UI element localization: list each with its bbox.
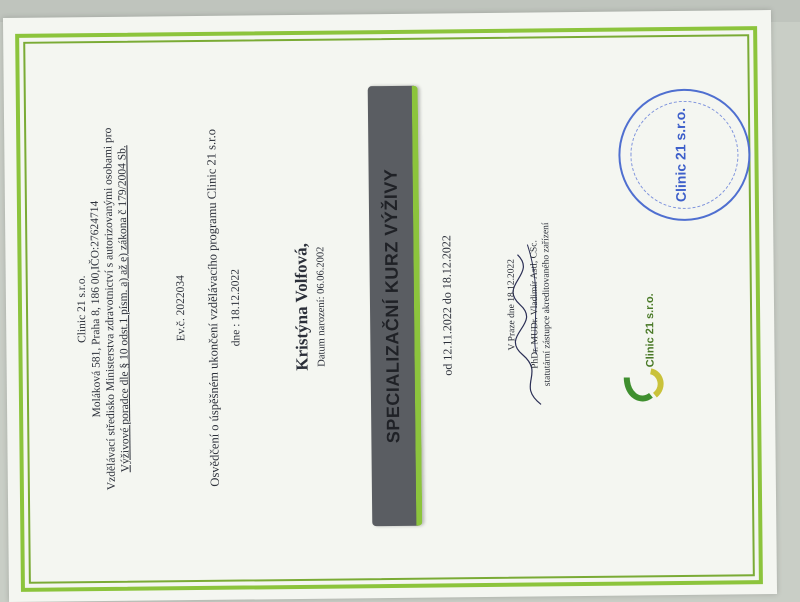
official-stamp: [618, 88, 751, 221]
header-line2: Výživové poradce dle § 10 odst.1 písm. a) až e) zákona č 179/2004 Sb.: [116, 145, 132, 473]
statement: Osvědčení o úspěšném ukončení vzdělávacího programu Clinic 21 s.r.o: [204, 129, 222, 487]
clinic-logo-mark: [621, 367, 669, 408]
person-name: Kristýna Volfová,: [291, 243, 312, 371]
header-line1: Vzdělávací středisko Ministerstva zdravotnictví s autorizovanými osobami pro: [102, 127, 118, 491]
signature-place: V Praze dne 18.12.2022: [506, 258, 518, 351]
statement-date: dne : 18.12.2022: [229, 268, 243, 347]
logo-text: Clinic 21 s.r.o.: [643, 293, 657, 368]
signer-role: statutární zástupce akreditovaného zařízení: [541, 222, 553, 387]
certificate-content: [7, 22, 773, 590]
course-title: SPECIALIZAČNÍ KURZ VÝŽIVY: [380, 168, 403, 444]
birth-date: Datum narození: 06.06.2002: [315, 246, 328, 367]
course-period: od 12.11.2022 do 18.12.2022: [439, 235, 455, 376]
header-address: Moláková 581, Praha 8, 186 00,IČO:27624714: [88, 200, 104, 418]
evidence-number: Ev.č. 2022034: [174, 275, 188, 342]
clinic-logo: [620, 287, 691, 408]
header-org: Clinic 21 s.r.o.: [75, 275, 89, 343]
course-banner: [368, 86, 423, 526]
signer-name: PhDr. MUDr. Vladimír Astl, CSc.: [529, 240, 541, 369]
certificate-paper: [3, 10, 777, 602]
stamp-text: Clinic 21 s.r.o.: [671, 107, 689, 203]
